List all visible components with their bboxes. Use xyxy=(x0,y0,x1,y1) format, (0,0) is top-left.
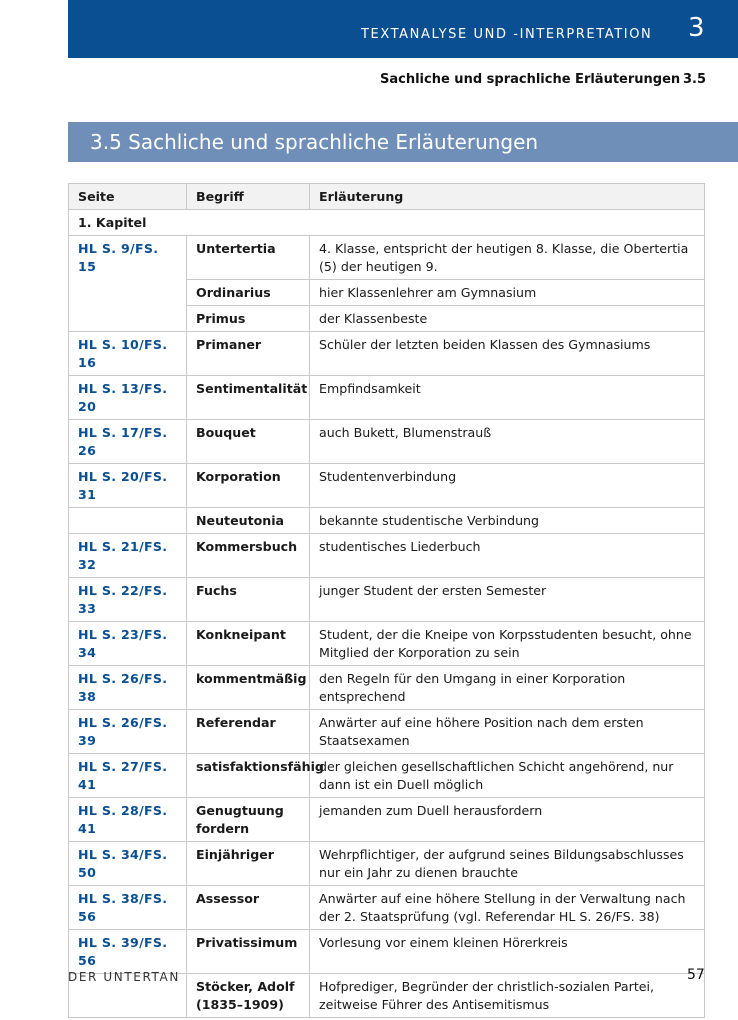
page-reference: HL S. 20/FS. 31 xyxy=(69,464,187,508)
explanation: Anwärter auf eine höhere Position nach dem ersten Staatsexamen xyxy=(310,710,705,754)
table-row xyxy=(69,236,705,280)
explanation: den Regeln für den Umgang in einer Korporation entsprechend xyxy=(310,666,705,710)
table-row xyxy=(69,622,705,666)
page-reference: HL S. 39/FS. 56 xyxy=(69,930,187,974)
running-section-header xyxy=(380,72,707,87)
page-reference: HL S. 21/FS. 32 xyxy=(69,534,187,578)
term: Einjähriger xyxy=(187,842,310,886)
table-row xyxy=(69,930,705,974)
term: Bouquet xyxy=(187,420,310,464)
explanation: Empfindsamkeit xyxy=(310,376,705,420)
glossary-table xyxy=(68,183,705,1018)
term: Assessor xyxy=(187,886,310,930)
term: Sentimentalität xyxy=(187,376,310,420)
running-section-number: 3.5 xyxy=(683,72,707,87)
term: Referendar xyxy=(187,710,310,754)
table-row xyxy=(69,710,705,754)
explanation: auch Bukett, Blumenstrauß xyxy=(310,420,705,464)
table-row xyxy=(69,332,705,376)
table-row xyxy=(69,754,705,798)
term: Korporation xyxy=(187,464,310,508)
page-reference: HL S. 13/FS. 20 xyxy=(69,376,187,420)
chapter-label: 1. Kapitel xyxy=(69,210,705,236)
table-row xyxy=(69,376,705,420)
explanation: Hofprediger, Begründer der christlich-sozialen Partei, zeitweise Führer des Antisemitismus xyxy=(310,974,705,1018)
explanation: der gleichen gesellschaftlichen Schicht angehörend, nur dann ist ein Duell möglich xyxy=(310,754,705,798)
table-row xyxy=(69,534,705,578)
term: Privatissimum xyxy=(187,930,310,974)
term: Fuchs xyxy=(187,578,310,622)
page-reference: HL S. 10/FS. 16 xyxy=(69,332,187,376)
explanation: bekannte studentische Verbindung xyxy=(310,508,705,534)
page-number: 57 xyxy=(687,967,705,983)
page-reference: HL S. 38/FS. 56 xyxy=(69,886,187,930)
term: kommentmäßig xyxy=(187,666,310,710)
table-header-row xyxy=(69,184,705,210)
table-row xyxy=(69,798,705,842)
explanation: 4. Klasse, entspricht der heutigen 8. Klasse, die Obertertia (5) der heutigen 9. xyxy=(310,236,705,280)
explanation: junger Student der ersten Semester xyxy=(310,578,705,622)
page-reference: HL S. 23/FS. 34 xyxy=(69,622,187,666)
column-header-erlaeuterung: Erläuterung xyxy=(310,184,705,210)
column-header-begriff: Begriff xyxy=(187,184,310,210)
term: Kommersbuch xyxy=(187,534,310,578)
explanation: Anwärter auf eine höhere Stellung in der Verwaltung nach der 2. Staatsprüfung (vgl. Referendar HL S. 26/FS. 38) xyxy=(310,886,705,930)
term: Primus xyxy=(187,306,310,332)
column-header-seite: Seite xyxy=(69,184,187,210)
table-row xyxy=(69,886,705,930)
explanation: jemanden zum Duell herausfordern xyxy=(310,798,705,842)
page-reference: HL S. 28/FS. 41 xyxy=(69,798,187,842)
table-row xyxy=(69,420,705,464)
chapter-banner xyxy=(68,0,738,58)
section-heading-banner xyxy=(68,122,738,162)
page-reference: HL S. 9/FS. 15 xyxy=(69,236,187,332)
chapter-row xyxy=(69,210,705,236)
explanation: Schüler der letzten beiden Klassen des Gymnasiums xyxy=(310,332,705,376)
explanation: der Klassenbeste xyxy=(310,306,705,332)
explanation: Student, der die Kneipe von Korpsstudenten besucht, ohne Mitglied der Korporation zu sein xyxy=(310,622,705,666)
term: Primaner xyxy=(187,332,310,376)
page-reference: HL S. 26/FS. 39 xyxy=(69,710,187,754)
table-row xyxy=(69,508,705,534)
table-row xyxy=(69,666,705,710)
page-reference xyxy=(69,508,187,534)
term: Untertertia xyxy=(187,236,310,280)
term: Konkneipant xyxy=(187,622,310,666)
explanation: hier Klassenlehrer am Gymnasium xyxy=(310,280,705,306)
explanation: studentisches Liederbuch xyxy=(310,534,705,578)
explanation: Vorlesung vor einem kleinen Hörerkreis xyxy=(310,930,705,974)
explanation: Wehrpflichtiger, der aufgrund seines Bildungsabschlusses nur ein Jahr zu dienen brauchte xyxy=(310,842,705,886)
chapter-title: TEXTANALYSE UND -INTERPRETATION xyxy=(361,27,653,42)
chapter-number: 3 xyxy=(688,13,705,43)
term: Genugtuung fordern xyxy=(187,798,310,842)
page-reference: HL S. 22/FS. 33 xyxy=(69,578,187,622)
table-row xyxy=(69,842,705,886)
explanation: Studentenverbindung xyxy=(310,464,705,508)
term: Stöcker, Adolf (1835–1909) xyxy=(187,974,310,1018)
term: satisfaktionsfähig xyxy=(187,754,310,798)
footer-book-title: DER UNTERTAN xyxy=(68,970,180,984)
table-row xyxy=(69,464,705,508)
term: Neuteutonia xyxy=(187,508,310,534)
running-section-title: Sachliche und sprachliche Erläuterungen xyxy=(380,72,681,87)
page-reference: HL S. 27/FS. 41 xyxy=(69,754,187,798)
section-heading: 3.5 Sachliche und sprachliche Erläuterungen xyxy=(90,130,539,154)
term: Ordinarius xyxy=(187,280,310,306)
page-reference: HL S. 26/FS. 38 xyxy=(69,666,187,710)
table-row xyxy=(69,578,705,622)
page-reference: HL S. 17/FS. 26 xyxy=(69,420,187,464)
page-reference: HL S. 34/FS. 50 xyxy=(69,842,187,886)
